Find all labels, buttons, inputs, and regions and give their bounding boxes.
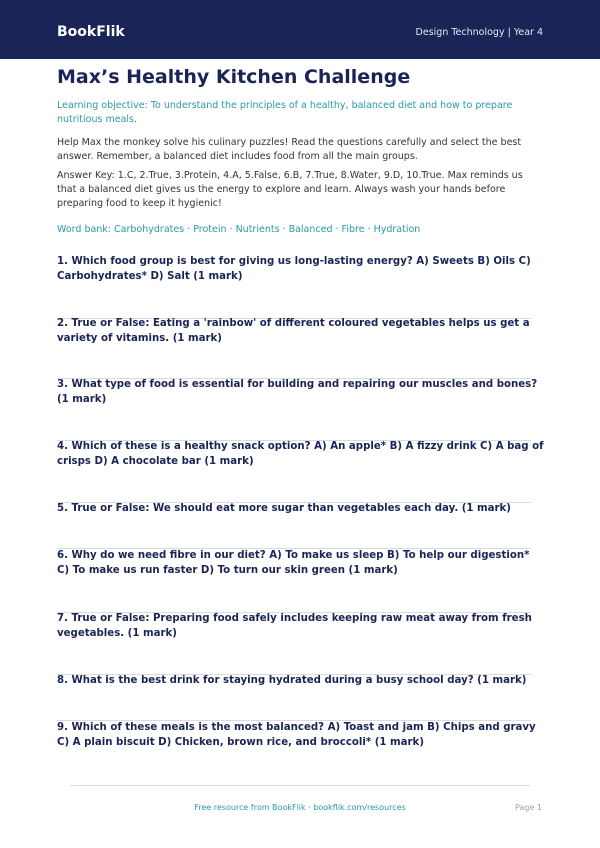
header-bar bbox=[0, 0, 600, 59]
question-8: 8. What is the best drink for staying hydrated during a busy school day? (1 mark) bbox=[57, 675, 527, 686]
footer-link[interactable]: Free resource from BookFlik · bookflik.com/resources bbox=[194, 803, 406, 812]
footer-divider bbox=[70, 785, 530, 786]
word-bank: Word bank: Carbohydrates · Protein · Nutrients · Balanced · Fibre · Hydration bbox=[57, 224, 421, 235]
page-title: Max’s Healthy Kitchen Challenge bbox=[57, 66, 411, 88]
question-1: 1. Which food group is best for giving us long-lasting energy? A) Sweets B) Oils C) Carbohydrates* D) Salt (1 mark) bbox=[57, 256, 531, 282]
brand-logo: BookFlik bbox=[57, 24, 125, 40]
question-7: 7. True or False: Preparing food safely includes keeping raw meat away from fresh vegetables. (1 mark) bbox=[57, 613, 532, 639]
intro-text: Help Max the monkey solve his culinary puzzles! Read the questions carefully and select the best answer. Remember, a balanced diet includes food from all the main groups. bbox=[57, 137, 522, 162]
learning-objective: Learning objective: To understand the principles of a healthy, balanced diet and how to prepare nutritious meals. bbox=[57, 100, 513, 125]
subject-label: Design Technology | Year 4 bbox=[415, 27, 543, 38]
question-5: 5. True or False: We should eat more sugar than vegetables each day. (1 mark) bbox=[57, 503, 511, 514]
question-6: 6. Why do we need fibre in our diet? A) To make us sleep B) To help our digestion* C) To make us run faster D) To turn our skin green (1 mark) bbox=[57, 550, 530, 576]
question-3: 3. What type of food is essential for building and repairing our muscles and bones? (1 mark) bbox=[57, 379, 538, 405]
question-2: 2. True or False: Eating a 'rainbow' of different coloured vegetables helps us get a variety of vitamins. (1 mark) bbox=[57, 318, 530, 344]
question-9: 9. Which of these meals is the most balanced? A) Toast and jam B) Chips and gravy C) A plain biscuit D) Chicken, brown rice, and broccoli* (1 mark) bbox=[57, 722, 536, 748]
answer-key: Answer Key: 1.C, 2.True, 3.Protein, 4.A, 5.False, 6.B, 7.True, 8.Water, 9.D, 10.True. Max reminds us that a balanced diet gives us the energy to explore and learn. Always wash your hands before preparing food to keep it hygienic! bbox=[57, 170, 523, 209]
question-4: 4. Which of these is a healthy snack option? A) An apple* B) A fizzy drink C) A bag of crisps D) A chocolate bar (1 mark) bbox=[57, 441, 544, 467]
page-number: Page 1 bbox=[515, 803, 542, 812]
